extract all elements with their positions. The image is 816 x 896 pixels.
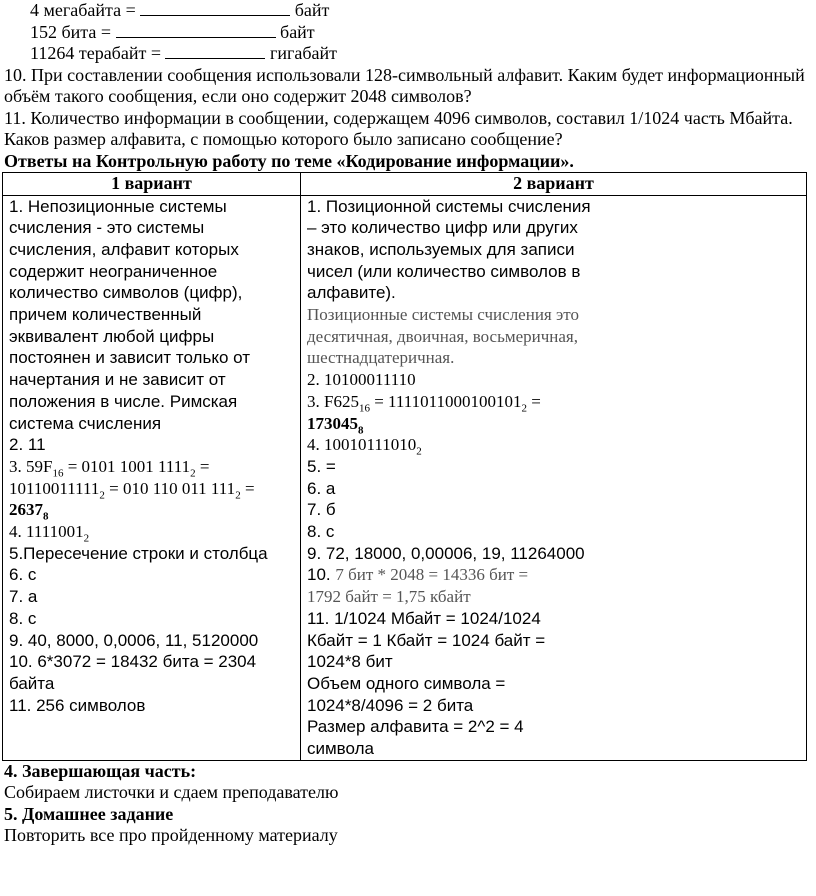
homework-text: Повторить все про пройденному материалу bbox=[4, 825, 338, 846]
v1-a4-text: 4. 1111001 bbox=[9, 522, 84, 542]
final-part-title: 4. Завершающая часть: bbox=[4, 760, 197, 781]
v2-answer-6: 6. а bbox=[307, 478, 336, 498]
v2-a4-text: 4. 10010111010 bbox=[307, 435, 417, 455]
v1-answer-10: 10. 6*3072 = 18432 бита = 2304 байта bbox=[9, 652, 257, 693]
variant-2-answers bbox=[301, 195, 807, 760]
homework-title: 5. Домашнее задание bbox=[4, 803, 174, 824]
v2-answer-9: 9. 72, 18000, 0,00006, 19, 11264000 bbox=[307, 543, 585, 563]
v2-answer-2: 2. 10100011110 bbox=[307, 370, 416, 390]
answers-title: Ответы на Контрольную работу по теме «Кодирование информации». bbox=[4, 150, 574, 171]
v2-answer-10 bbox=[307, 564, 800, 607]
task-11: 11. Количество информации в сообщении, содержащем 4096 символов, составил 1/1024 часть Мбайта. bbox=[4, 107, 793, 128]
v1-answer-4 bbox=[9, 521, 294, 543]
v1-a3-sub: 2 bbox=[235, 489, 241, 502]
v2-a4-sub: 2 bbox=[416, 445, 422, 458]
variant-1-header: 1 вариант bbox=[3, 173, 301, 196]
conversion-line-3 bbox=[4, 43, 810, 65]
document-page bbox=[4, 0, 810, 847]
v1-a3-sub: 2 bbox=[99, 489, 105, 502]
v2-answer-4 bbox=[307, 434, 800, 456]
v2-a3-text: 3. F625 bbox=[307, 391, 359, 411]
variant-2-header: 2 вариант bbox=[301, 173, 807, 196]
conversion-left: 152 бита = bbox=[30, 21, 112, 42]
v2-answer-1: 1. Позиционной системы счисления – это количество цифр или других знаков, используемых для записи чисел (или количество символов в алфавите). bbox=[307, 196, 591, 303]
conversion-right: гигабайт bbox=[269, 43, 338, 63]
conversion-right: байт bbox=[280, 21, 315, 42]
v2-a10-label: 10. bbox=[307, 565, 336, 585]
v1-answer-6: 6. с bbox=[9, 565, 37, 585]
v1-a3-result-sub: 8 bbox=[43, 510, 49, 523]
v1-a3-text: = 10110011111 bbox=[9, 456, 210, 498]
v2-answer-5: 5. = bbox=[307, 456, 336, 476]
conversion-left: 11264 терабайт = bbox=[30, 43, 161, 63]
v1-a3-text: = 0101 1001 1111 bbox=[63, 456, 191, 476]
v1-a3-text: 3. 59F bbox=[9, 456, 53, 476]
conversion-line-1 bbox=[4, 0, 810, 22]
v1-a3-sub: 2 bbox=[190, 467, 196, 480]
v2-answer-11-volume: Объем одного символа = 1024*8/4096 = 2 бита bbox=[307, 673, 506, 715]
table-header-row bbox=[3, 173, 807, 196]
v2-answer-3 bbox=[307, 391, 800, 434]
v1-answer-7: 7. а bbox=[9, 587, 38, 607]
variant-1-answers bbox=[3, 195, 301, 760]
conversion-left: 4 мегабайта = bbox=[30, 0, 136, 20]
v2-a3-text: = 1111011000100101 bbox=[369, 391, 522, 411]
v1-a3-result: 2637 bbox=[9, 500, 43, 520]
task-11-question: Каков размер алфавита, с помощью которого было записано сообщение? bbox=[4, 129, 563, 149]
v1-answer-3 bbox=[9, 456, 294, 521]
v2-a3-sub: 16 bbox=[358, 402, 370, 415]
answers-table bbox=[2, 172, 807, 761]
task-10: 10. При составлении сообщения использовали 128-символьный алфавит. Каким будет информационный объём такого сообщения, если оно содержит 2048 символов? bbox=[4, 64, 805, 106]
answer-blank bbox=[116, 22, 276, 38]
v1-answer-9: 9. 40, 8000, 0,0006, 11, 5120000 bbox=[9, 630, 259, 650]
v2-answer-1-note: Позиционные системы счисления это десятичная, двоичная, восьмеричная, шестнадцатеричная. bbox=[307, 305, 579, 368]
v2-a3-result-sub: 8 bbox=[358, 423, 364, 436]
table-row bbox=[3, 195, 807, 760]
v2-a10-text: 7 бит * 2048 = 14336 бит = 1792 байт = 1,75 кбайт bbox=[307, 565, 529, 607]
v1-a4-sub: 2 bbox=[83, 532, 90, 545]
v1-answer-1: 1. Непозиционные системы счисления - это системы счисления, алфавит которых содержит неограниченное количество символов (цифр), причем количественный эквивалент любой цифры постоянен и зависит только от начертания и не зависит от положения в числе. Римская система счисления bbox=[9, 196, 250, 433]
v1-a3-text: = bbox=[240, 478, 255, 498]
conversion-line-2 bbox=[4, 22, 810, 44]
v2-answer-11-alphabet: Размер алфавита = 2^2 = 4 символа bbox=[307, 717, 524, 759]
v1-answer-5: 5.Пересечение строки и столбца bbox=[9, 543, 268, 563]
v2-answer-8: 8. с bbox=[307, 522, 335, 542]
v1-answer-11: 11. 256 символов bbox=[9, 695, 146, 715]
answer-blank bbox=[140, 0, 290, 16]
v2-answer-7: 7. б bbox=[307, 500, 336, 520]
conversion-right: байт bbox=[294, 0, 330, 20]
v2-answer-11: 11. 1/1024 Мбайт = 1024/1024 Кбайт = 1 Кбайт = 1024 байт = 1024*8 бит bbox=[307, 608, 546, 672]
final-part-text: Собираем листочки и сдаем преподавателю bbox=[4, 782, 339, 803]
v1-answer-2: 2. 11 bbox=[9, 435, 46, 455]
v1-answer-8: 8. с bbox=[9, 608, 37, 628]
answer-blank bbox=[165, 43, 265, 59]
v1-a3-text: = 010 110 011 111 bbox=[104, 478, 236, 498]
v1-a3-sub: 16 bbox=[52, 467, 64, 480]
v2-a3-sub: 2 bbox=[521, 402, 528, 415]
v2-a3-result: 173045 bbox=[307, 413, 358, 433]
v2-a3-text: = bbox=[527, 391, 541, 411]
